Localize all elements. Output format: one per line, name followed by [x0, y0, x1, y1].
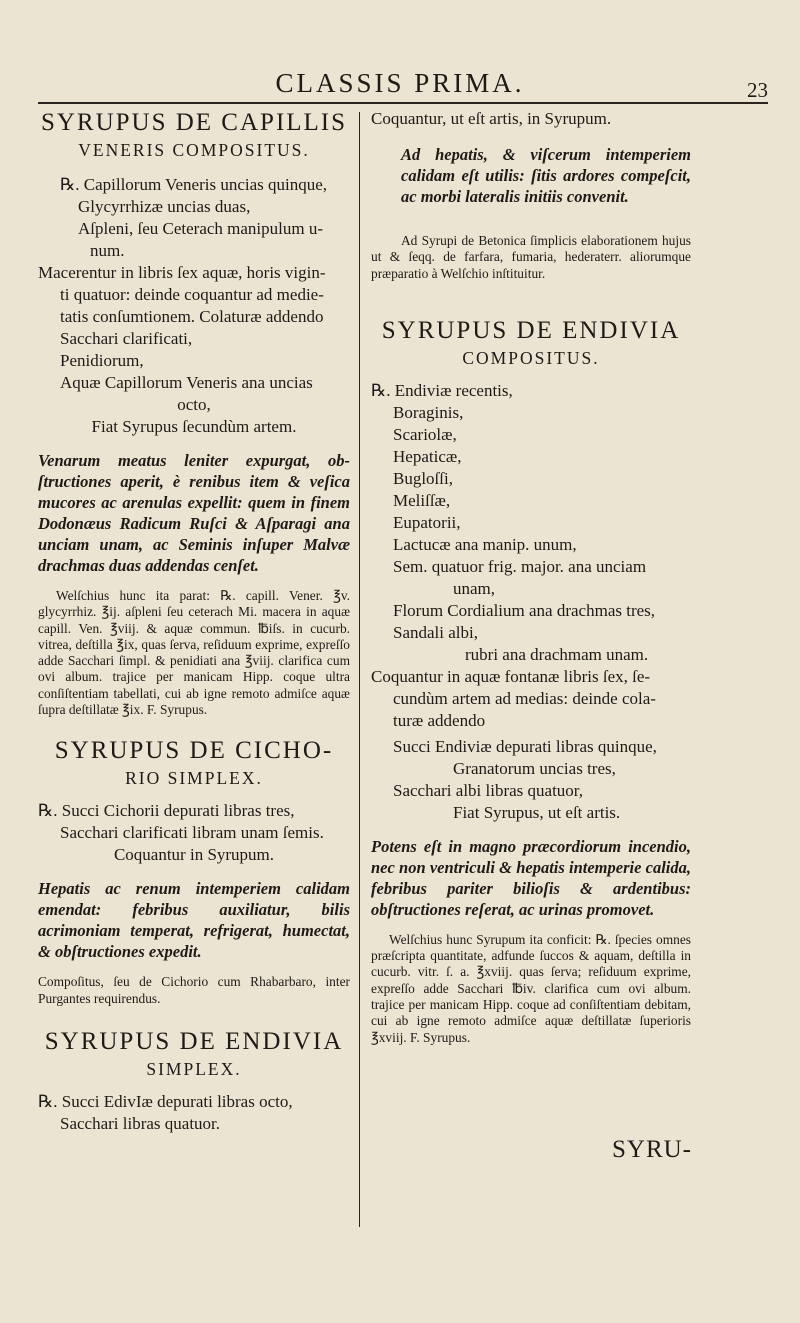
recipe-line: Macerentur in libris ſex aquæ, horis vigin-	[38, 263, 326, 282]
recipe	[38, 174, 350, 438]
recipe-line: tatis conſumtionem. Colaturæ addendo	[60, 307, 324, 326]
section-syrupus-capillis	[38, 108, 350, 718]
recipe-line: Boraginis,	[393, 402, 464, 422]
recipe-line: unam,	[453, 578, 496, 598]
italic-commentary: Ad hepatis, & viſcerum intemperiem calidam eſt utilis: ſitis ardores compeſcit, ac morbi lateralis initiis convenit.	[401, 145, 691, 206]
page-number: 23	[747, 78, 768, 102]
recipe	[38, 800, 350, 866]
recipe-line: ℞. Succi EdivIæ depurati libras octo,	[38, 1091, 293, 1111]
recipe-line: Eupatorii,	[393, 512, 461, 532]
recipe-line: Granatorum uncias tres,	[453, 758, 616, 778]
recipe-line: Lactucæ ana manip. unum,	[393, 534, 577, 554]
recipe-line: Coquantur in Syrupum.	[113, 845, 275, 865]
recipe-line: ℞. Endiviæ recentis,	[371, 380, 513, 400]
section-title: SYRUPUS DE CICHO-	[54, 737, 334, 765]
recipe-line: Sem. quatuor frig. major. ana unciam	[393, 556, 647, 576]
recipe-line: Fiat Syrupus ſecundùm artem.	[91, 417, 297, 436]
recipe-line: ℞. Succi Cichorii depurati libras tres,	[38, 801, 295, 821]
italic-commentary: Hepatis ac renum intemperiem calidam emendat: febribus auxiliatur, bilis acrimoniam temperat, refrigerat, humectat, & obſtructiones expedit.	[38, 879, 350, 962]
running-head: CLASSIS PRIMA.	[275, 68, 525, 98]
recipe-line: Penidiorum,	[60, 351, 144, 370]
catchword: SYRU-	[611, 1136, 692, 1163]
recipe-line: Sacchari libras quatuor.	[60, 1113, 221, 1133]
welsch-note: Welſchius hunc Syrupum ita conficit: ℞. ſpecies omnes præſcripta quantitate, adfunde ſuccos & aquam, deſtilla in cucurb. vitr. ſ. a. ℥xviij. quas ſerva; reſiduum exprime, expreſſo adde Sacchari ℔iv. clarifica cum ovi album. trajice per manicam Hipp. coque ad conſiſtentiam debitam, cui ab igne remoto admiſce aquæ deſtillatæ ſuperioris ℥xviij. F. Syrupus.	[371, 931, 691, 1045]
recipe-line: Succi Endiviæ depurati libras quinque,	[393, 736, 657, 756]
recipe-line: Coquantur, ut eſt artis, in Syrupum.	[371, 109, 612, 128]
left-column	[38, 108, 350, 1135]
recipe-line: octo,	[177, 395, 211, 414]
section-subtitle: RIO SIMPLEX.	[125, 768, 263, 789]
recipe-line: Aſpleni, ſeu Ceterach manipulum u-	[78, 219, 324, 238]
recipe-line: ℞. Capillorum Veneris uncias quinque,	[60, 175, 328, 194]
recipe-line: Florum Cordialium ana drachmas tres,	[393, 600, 656, 620]
recipe	[371, 380, 691, 824]
section-title: SYRUPUS DE ENDIVIA	[44, 1027, 344, 1055]
recipe-line: Meliſſæ,	[393, 490, 451, 510]
italic-commentary: Venarum meatus leniter expurgat, ob-ſtructiones aperit, è renibus item & veſica mucores ac arenulas expellit: quem in finem Dodonæus Radicum Ruſci & Aſparagi ana unciam unam, ac Seminis inſuper Malvæ drachmas duas addendas cenſet.	[38, 451, 350, 575]
section-title: SYRUPUS DE CAPILLIS	[40, 109, 348, 136]
section-syrupus-endivia-simplex	[38, 1027, 350, 1135]
right-column	[371, 108, 691, 1046]
italic-commentary: Potens eſt in magno præcordiorum incendio, nec non ventriculi & hepatis intemperie calida, febribus pariter bilioſis & ardentibus: obſtructiones reſerat, ac urinas promovet.	[371, 836, 691, 919]
recipe-line: Glycyrrhizæ uncias duas,	[78, 197, 251, 216]
continued-text	[371, 108, 691, 130]
recipe-line: Coquantur in aquæ fontanæ libris ſex, ſe-	[371, 666, 651, 686]
recipe-line: ti quatuor: deinde coquantur ad medie-	[60, 285, 324, 304]
recipe-line: Sacchari albi libras quatuor,	[393, 780, 584, 800]
recipe-line: Hepaticæ,	[393, 446, 462, 466]
recipe-line: cundùm artem ad medias: deinde cola-	[393, 688, 656, 708]
betonica-note: Ad Syrupi de Betonica ſimplicis elaborationem hujus ut & ſeqq. de farfara, fumaria, hederaterr. aliorumque præparatio à Welſchio inſtituitur.	[371, 233, 691, 281]
column-divider	[359, 112, 360, 1227]
recipe-line: Scariolæ,	[393, 424, 457, 444]
recipe-line: rubri ana drachmam unam.	[465, 644, 649, 664]
recipe-line: Sacchari clarificati,	[60, 329, 193, 348]
recipe-line: Fiat Syrupus, ut eſt artis.	[453, 802, 621, 822]
recipe-line: Aquæ Capillorum Veneris ana uncias	[60, 373, 313, 392]
purgantes-note: Compoſitus, ſeu de Cichorio cum Rhabarbaro, inter Purgantes requirendus.	[38, 974, 350, 1006]
section-title: SYRUPUS DE ENDIVIA	[381, 316, 681, 344]
recipe-line: Sacchari clarificati libram unam ſemis.	[60, 823, 324, 843]
welsch-note: Welſchius hunc ita parat: ℞. capill. Vener. ℥v. glycyrrhiz. ℥ij. aſpleni ſeu ceterach Mi. macera in aquæ capill. Ven. ℥viij. & aquæ commun. ℔iſs. in cucurb. vitrea, deſtilla ℥ix, quas ſerva, reſiduum exprime, expreſſo adde Sacchari ſimpl. & penidiati ana ℥viij. clarifica cum ovi album. trajice per manicam Hipp. coque ultra conſiſtentiam tabellati, cui ab igne remoto admiſce aquæ ſupra deſtillatæ ℥ix. F. Syrupus.	[38, 588, 350, 718]
recipe-line: Bugloſſi,	[393, 468, 453, 488]
section-syrupus-endivia-compositus	[371, 316, 691, 1046]
section-subtitle: SIMPLEX.	[146, 1058, 242, 1079]
recipe	[38, 1091, 350, 1135]
header-rule	[38, 102, 768, 104]
recipe-line: turæ addendo	[393, 710, 486, 730]
recipe-line: Sandali albi,	[393, 622, 478, 642]
section-subtitle: VENERIS COMPOSITUS.	[78, 140, 310, 160]
section-subtitle: COMPOSITUS.	[462, 347, 600, 368]
recipe-line: num.	[90, 241, 125, 260]
section-syrupus-cichorio	[38, 736, 350, 1007]
